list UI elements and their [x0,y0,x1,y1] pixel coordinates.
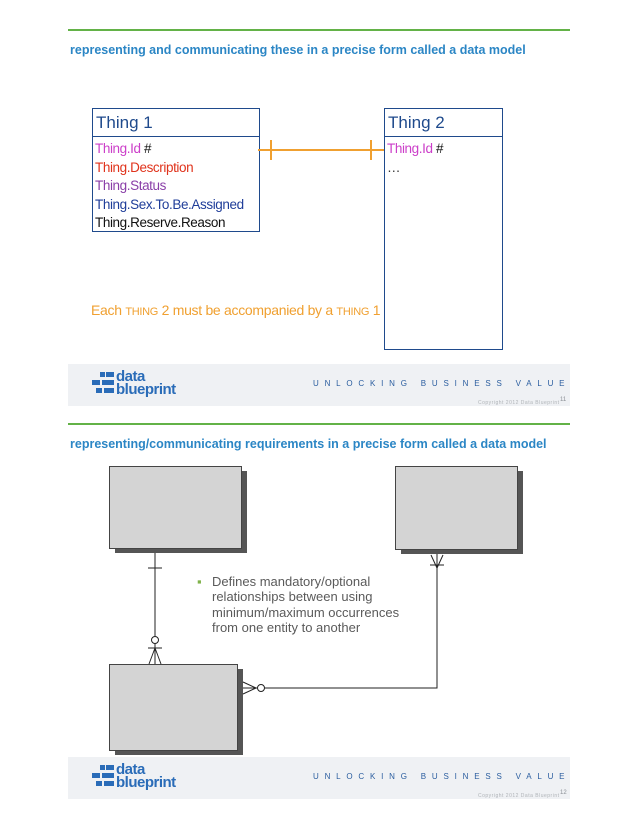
optional-circle-right [258,685,265,692]
logo-text-data: data [116,368,145,385]
optional-circle-left [152,637,159,644]
logo-text-blueprint: blueprint [116,774,176,791]
crowfoot-top-b [437,555,443,568]
footer-small-print: Copyright 2012 Data Blueprint [478,400,560,406]
slide2-title: representing/communicating requirements in a precise form called a data model [70,437,547,451]
footer-tagline: UNLOCKING BUSINESS VALUE [313,379,571,388]
primary-key-marker: # [432,141,444,156]
caption-thing2: THING [125,306,159,318]
bullet-text: Defines mandatory/optional relationships between using minimum/maximum occurrences from one entity to another [212,574,400,636]
logo-text-data: data [116,761,145,778]
crowfoot-right-a [243,682,256,688]
caption-thing1: THING [336,306,370,318]
crowfoot-left-b [155,648,161,664]
footer-small-print-2: Copyright 2012 Data Blueprint [478,793,560,799]
crowfoot-right-b [243,688,256,694]
caption-part1: Each [91,302,126,318]
entity-thing2-name: Thing 2 [388,113,445,132]
crowfoot-top-a [431,555,437,568]
attribute-name: Thing.Id [387,141,433,156]
footer-tagline-2: UNLOCKING BUSINESS VALUE [313,772,571,781]
attribute-name: Thing.Description [95,159,194,175]
page-number-11: 11 [560,397,567,403]
attribute-name: Thing.Reserve.Reason [95,215,226,230]
crowfoot-left-a [149,648,155,664]
caption-part2: 2 must be accompanied by a [158,302,337,318]
entity-thing1-name: Thing 1 [96,113,153,132]
attribute-name: … [387,159,401,175]
bullet-dot-icon: ▪ [197,574,202,589]
attribute-name: Thing.Sex.To.Be.Assigned [95,196,244,212]
logo-text-blueprint: blueprint [116,381,176,398]
attribute-name: Thing.Status [95,178,166,193]
slide1-title: representing and communicating these in a precise form called a data model [70,43,526,57]
logo-mark-icon [92,765,116,791]
primary-key-marker: # [140,141,152,156]
data-blueprint-logo-2 [92,763,192,791]
attribute-name: Thing.Id [95,141,141,156]
page-number-12: 12 [560,790,567,796]
caption-part3: 1 [369,302,381,318]
